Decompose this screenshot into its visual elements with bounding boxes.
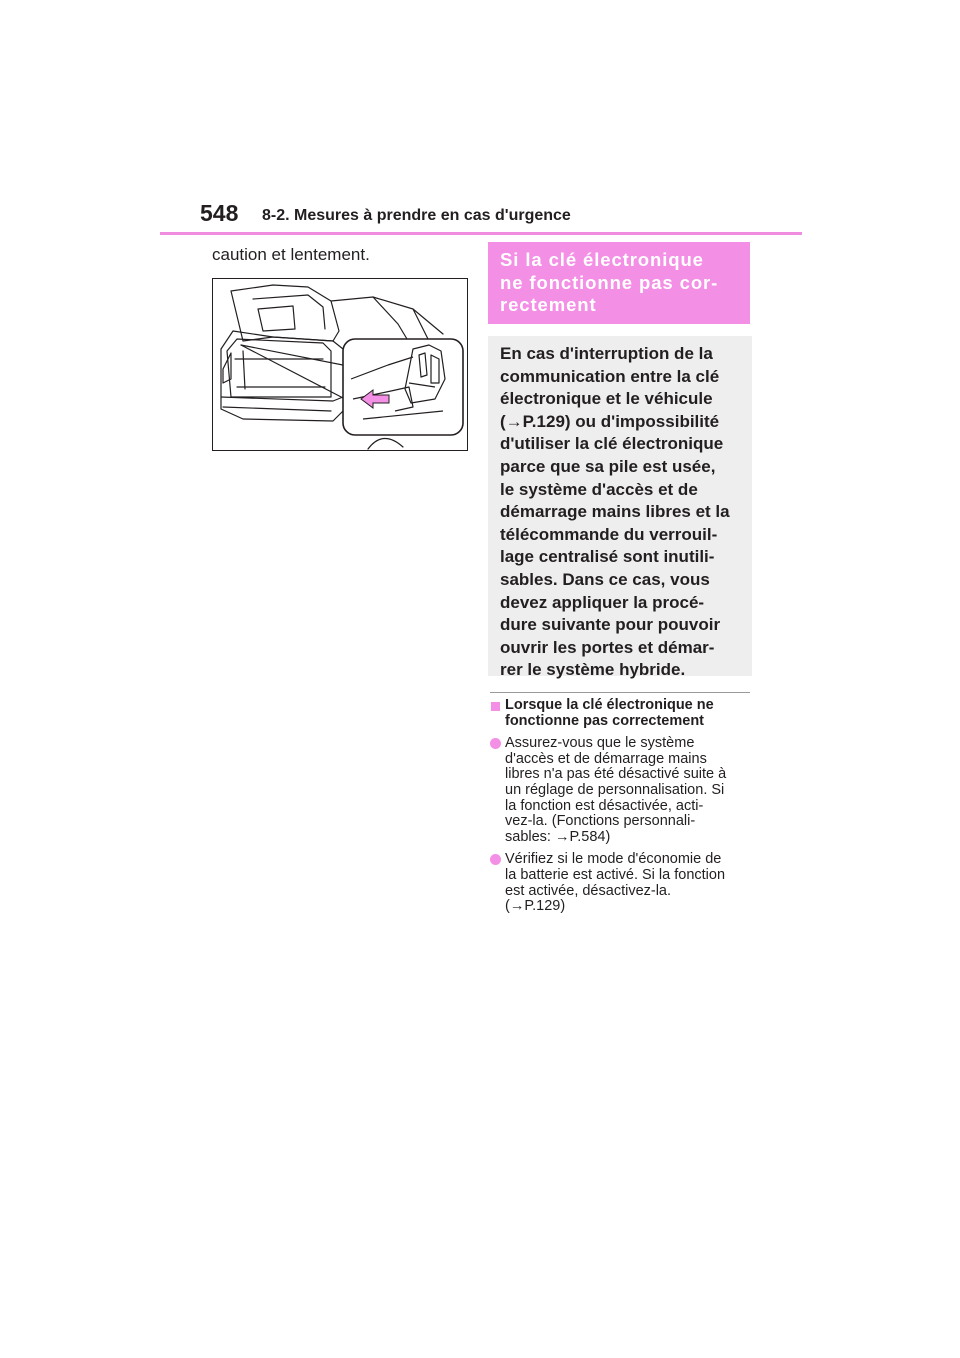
heading-line: ne fonctionne pas cor- xyxy=(500,271,719,293)
intro-line: démarrage mains libres et la xyxy=(500,502,730,522)
intro-line: rer le système hybride. xyxy=(500,660,686,680)
note-line: la fonction est désactivée, acti- xyxy=(505,797,704,814)
note-line: Assurez-vous que le système xyxy=(505,735,695,752)
note-line: (→P.129) xyxy=(505,898,566,915)
lead-text: caution et lentement. xyxy=(212,245,370,264)
intro-line: En cas d'interruption de la xyxy=(500,344,713,363)
notes-section xyxy=(490,698,754,915)
note-line: d'accès et de démarrage mains xyxy=(505,750,707,767)
intro-line: (→P.129) ou d'impossibilité xyxy=(500,411,720,431)
heading-line: Si la clé électronique xyxy=(500,249,704,270)
trunk-illustration xyxy=(212,278,468,451)
note-line: la batterie est activé. Si la fonction xyxy=(505,866,726,883)
header-rule xyxy=(160,232,802,235)
section-header: 8-2. Mesures à prendre en cas d'urgence xyxy=(262,207,571,224)
page-number: 548 xyxy=(200,200,239,226)
car-trunk-drawing xyxy=(213,279,467,450)
heading-line: rectement xyxy=(500,294,597,315)
note-divider xyxy=(490,692,750,693)
section-heading xyxy=(488,242,750,324)
note-line: Vérifiez si le mode d'économie de xyxy=(505,851,722,868)
note-line: un réglage de personnalisation. Si xyxy=(505,781,725,798)
note-bullet xyxy=(490,852,754,914)
intro-line: le système d'accès et de xyxy=(500,479,698,499)
intro-box xyxy=(488,336,752,680)
note-title xyxy=(490,698,754,729)
intro-line: d'utiliser la clé électronique xyxy=(500,434,724,454)
intro-line: lage centralisé sont inutili- xyxy=(500,547,715,567)
intro-line: communication entre la clé xyxy=(500,366,720,386)
round-bullet-icon xyxy=(490,738,501,749)
round-bullet-icon xyxy=(490,854,501,865)
note-title-line: fonctionne pas correctement xyxy=(505,712,705,729)
intro-line: devez appliquer la procé- xyxy=(500,592,705,612)
intro-line: ouvrir les portes et démar- xyxy=(500,637,715,657)
note-title-line: Lorsque la clé électronique ne xyxy=(505,697,714,713)
intro-line: dure suivante pour pouvoir xyxy=(500,615,721,635)
note-line: libres n'a pas été désactivé suite à xyxy=(505,766,727,783)
intro-line: télécommande du verrouil- xyxy=(500,524,718,544)
note-line: vez-la. (Fonctions personnali- xyxy=(505,813,696,830)
note-line: est activée, désactivez-la. xyxy=(505,882,672,899)
intro-line: sables. Dans ce cas, vous xyxy=(500,569,710,589)
note-line: sables: →P.584) xyxy=(505,828,611,845)
square-bullet-icon xyxy=(491,702,500,711)
intro-line: parce que sa pile est usée, xyxy=(500,456,716,476)
note-bullet xyxy=(490,736,754,845)
intro-line: électronique et le véhicule xyxy=(500,389,713,409)
